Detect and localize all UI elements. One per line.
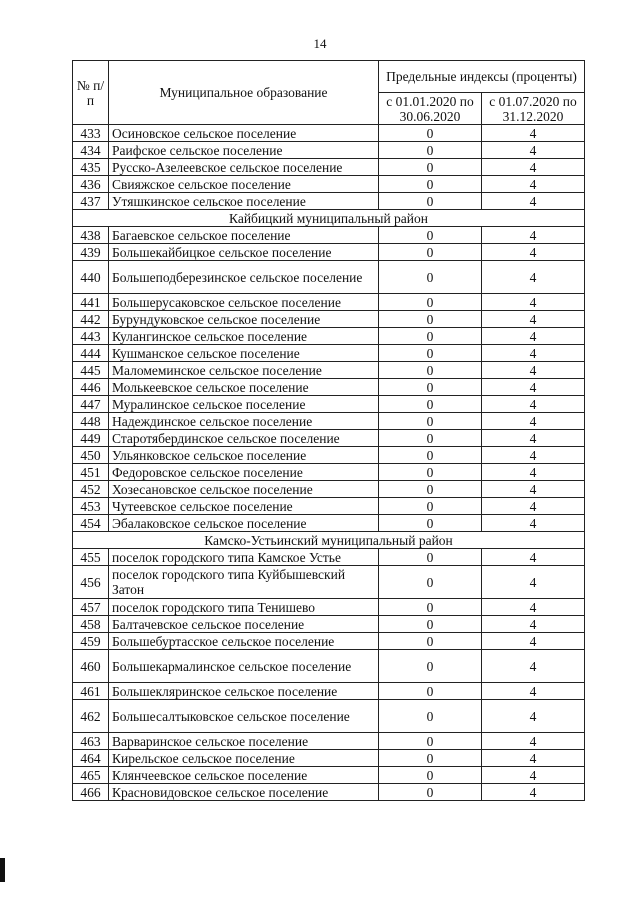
row-number: 453 [73, 498, 109, 515]
index-period-1: 0 [379, 345, 482, 362]
table-row [73, 125, 585, 142]
table-row [73, 733, 585, 750]
municipality-name: Русско-Азелеевское сельское поселение [109, 159, 379, 176]
index-period-2: 4 [482, 294, 585, 311]
index-period-1: 0 [379, 700, 482, 733]
municipality-name: Хозесановское сельское поселение [109, 481, 379, 498]
municipality-name: Молькеевское сельское поселение [109, 379, 379, 396]
table-row [73, 396, 585, 413]
index-period-1: 0 [379, 447, 482, 464]
table-row [73, 566, 585, 599]
table-row [73, 311, 585, 328]
row-number: 460 [73, 650, 109, 683]
district-header-row [73, 210, 585, 227]
row-number: 455 [73, 549, 109, 566]
table-row [73, 176, 585, 193]
table-row [73, 767, 585, 784]
municipality-name: Раифское сельское поселение [109, 142, 379, 159]
municipality-name: Багаевское сельское поселение [109, 227, 379, 244]
row-number: 464 [73, 750, 109, 767]
row-number: 446 [73, 379, 109, 396]
municipality-name: поселок городского типа Камское Устье [109, 549, 379, 566]
table-row [73, 227, 585, 244]
table-row [73, 599, 585, 616]
index-period-2: 4 [482, 566, 585, 599]
municipality-name: Маломеминское сельское поселение [109, 362, 379, 379]
municipality-name: Надеждинское сельское поселение [109, 413, 379, 430]
municipality-name: Бурундуковское сельское поселение [109, 311, 379, 328]
row-number: 438 [73, 227, 109, 244]
municipality-name: Кирельское сельское поселение [109, 750, 379, 767]
row-number: 457 [73, 599, 109, 616]
row-number: 466 [73, 784, 109, 801]
row-number: 451 [73, 464, 109, 481]
table-row [73, 362, 585, 379]
row-number: 450 [73, 447, 109, 464]
index-period-2: 4 [482, 430, 585, 447]
col-header-period-2: с 01.07.2020 по 31.12.2020 [482, 93, 585, 125]
municipality-name: Красновидовское сельское поселение [109, 784, 379, 801]
municipality-name: Чутеевское сельское поселение [109, 498, 379, 515]
row-number: 447 [73, 396, 109, 413]
index-period-2: 4 [482, 362, 585, 379]
municipal-index-table [72, 60, 585, 801]
index-period-2: 4 [482, 244, 585, 261]
index-period-2: 4 [482, 700, 585, 733]
table-row [73, 261, 585, 294]
municipality-name: Балтачевское сельское поселение [109, 616, 379, 633]
municipality-name: Клянчеевское сельское поселение [109, 767, 379, 784]
index-period-2: 4 [482, 261, 585, 294]
row-number: 449 [73, 430, 109, 447]
index-period-2: 4 [482, 227, 585, 244]
row-number: 462 [73, 700, 109, 733]
index-period-2: 4 [482, 379, 585, 396]
index-period-2: 4 [482, 750, 585, 767]
index-period-2: 4 [482, 616, 585, 633]
row-number: 458 [73, 616, 109, 633]
municipality-name: Большеподберезинское сельское поселение [109, 261, 379, 294]
table-row [73, 750, 585, 767]
row-number: 448 [73, 413, 109, 430]
row-number: 441 [73, 294, 109, 311]
municipality-name: Большебуртасское сельское поселение [109, 633, 379, 650]
index-period-1: 0 [379, 633, 482, 650]
table-row [73, 328, 585, 345]
row-number: 465 [73, 767, 109, 784]
index-period-2: 4 [482, 515, 585, 532]
index-period-2: 4 [482, 125, 585, 142]
scan-edge-mark [0, 858, 5, 882]
index-period-1: 0 [379, 396, 482, 413]
row-number: 452 [73, 481, 109, 498]
index-period-2: 4 [482, 176, 585, 193]
table-row [73, 159, 585, 176]
index-period-1: 0 [379, 261, 482, 294]
index-period-1: 0 [379, 328, 482, 345]
index-period-1: 0 [379, 311, 482, 328]
row-number: 461 [73, 683, 109, 700]
index-period-1: 0 [379, 244, 482, 261]
district-header-row [73, 532, 585, 549]
municipality-name: Большекармалинское сельское поселение [109, 650, 379, 683]
municipality-name: Варваринское сельское поселение [109, 733, 379, 750]
index-period-1: 0 [379, 362, 482, 379]
index-period-1: 0 [379, 733, 482, 750]
index-period-1: 0 [379, 498, 482, 515]
row-number: 445 [73, 362, 109, 379]
index-period-2: 4 [482, 311, 585, 328]
municipality-name: Осиновское сельское поселение [109, 125, 379, 142]
row-number: 436 [73, 176, 109, 193]
row-number: 443 [73, 328, 109, 345]
table-row [73, 633, 585, 650]
row-number: 454 [73, 515, 109, 532]
index-period-1: 0 [379, 413, 482, 430]
table-row [73, 700, 585, 733]
row-number: 435 [73, 159, 109, 176]
index-period-2: 4 [482, 784, 585, 801]
municipality-name: Эбалаковское сельское поселение [109, 515, 379, 532]
index-period-1: 0 [379, 430, 482, 447]
table-row [73, 784, 585, 801]
table-row [73, 650, 585, 683]
index-period-1: 0 [379, 616, 482, 633]
index-period-2: 4 [482, 396, 585, 413]
index-period-2: 4 [482, 599, 585, 616]
index-period-2: 4 [482, 193, 585, 210]
index-period-1: 0 [379, 784, 482, 801]
col-header-indices: Предельные индексы (проценты) [379, 61, 585, 93]
row-number: 459 [73, 633, 109, 650]
table-row [73, 549, 585, 566]
index-period-2: 4 [482, 464, 585, 481]
municipality-name: Большекляринское сельское поселение [109, 683, 379, 700]
district-name: Кайбицкий муниципальный район [73, 210, 585, 227]
row-number: 456 [73, 566, 109, 599]
index-period-2: 4 [482, 345, 585, 362]
index-period-1: 0 [379, 227, 482, 244]
index-period-2: 4 [482, 633, 585, 650]
table-row [73, 447, 585, 464]
municipality-name: Старотябердинское сельское поселение [109, 430, 379, 447]
municipality-name: Утяшкинское сельское поселение [109, 193, 379, 210]
col-header-period-1: с 01.01.2020 по 30.06.2020 [379, 93, 482, 125]
row-number: 439 [73, 244, 109, 261]
index-period-2: 4 [482, 481, 585, 498]
table-row [73, 616, 585, 633]
index-period-1: 0 [379, 599, 482, 616]
index-period-1: 0 [379, 125, 482, 142]
table-row [73, 683, 585, 700]
index-period-2: 4 [482, 683, 585, 700]
index-period-1: 0 [379, 566, 482, 599]
row-number: 433 [73, 125, 109, 142]
table-row [73, 142, 585, 159]
table-row [73, 193, 585, 210]
index-period-1: 0 [379, 515, 482, 532]
index-period-2: 4 [482, 498, 585, 515]
index-period-2: 4 [482, 733, 585, 750]
index-period-2: 4 [482, 767, 585, 784]
index-period-1: 0 [379, 683, 482, 700]
table-header [73, 61, 585, 125]
index-period-2: 4 [482, 159, 585, 176]
table-row [73, 379, 585, 396]
index-period-2: 4 [482, 328, 585, 345]
row-number: 463 [73, 733, 109, 750]
municipality-name: поселок городского типа Тенишево [109, 599, 379, 616]
table-row [73, 464, 585, 481]
municipality-name: Кушманское сельское поселение [109, 345, 379, 362]
row-number: 442 [73, 311, 109, 328]
municipality-name: Большесалтыковское сельское поселение [109, 700, 379, 733]
municipality-name: Большерусаковское сельское поселение [109, 294, 379, 311]
table-row [73, 498, 585, 515]
table-row [73, 413, 585, 430]
index-period-1: 0 [379, 481, 482, 498]
index-period-2: 4 [482, 413, 585, 430]
municipality-name: Ульянковское сельское поселение [109, 447, 379, 464]
municipality-name: Федоровское сельское поселение [109, 464, 379, 481]
municipality-name: Муралинское сельское поселение [109, 396, 379, 413]
index-period-1: 0 [379, 294, 482, 311]
municipality-name: Кулангинское сельское поселение [109, 328, 379, 345]
page-number: 14 [313, 36, 327, 51]
index-period-2: 4 [482, 549, 585, 566]
index-period-1: 0 [379, 176, 482, 193]
index-period-1: 0 [379, 142, 482, 159]
index-period-1: 0 [379, 650, 482, 683]
index-period-2: 4 [482, 447, 585, 464]
index-period-1: 0 [379, 379, 482, 396]
row-number: 434 [73, 142, 109, 159]
table-row [73, 294, 585, 311]
table-row [73, 430, 585, 447]
row-number: 444 [73, 345, 109, 362]
row-number: 440 [73, 261, 109, 294]
index-period-1: 0 [379, 549, 482, 566]
index-period-1: 0 [379, 193, 482, 210]
district-name: Камско-Устьинский муниципальный район [73, 532, 585, 549]
municipality-name: Большекайбицкое сельское поселение [109, 244, 379, 261]
index-period-2: 4 [482, 650, 585, 683]
table-body [73, 125, 585, 801]
table-row [73, 244, 585, 261]
col-header-entity: Муниципальное образование [109, 61, 379, 125]
table-row [73, 515, 585, 532]
index-period-1: 0 [379, 159, 482, 176]
index-period-1: 0 [379, 750, 482, 767]
col-header-number: № п/п [73, 61, 109, 125]
index-period-1: 0 [379, 767, 482, 784]
table-row [73, 345, 585, 362]
municipality-name: Свияжское сельское поселение [109, 176, 379, 193]
index-period-2: 4 [482, 142, 585, 159]
table-row [73, 481, 585, 498]
index-period-1: 0 [379, 464, 482, 481]
row-number: 437 [73, 193, 109, 210]
municipality-name: поселок городского типа Куйбышевский Затон [109, 566, 379, 599]
